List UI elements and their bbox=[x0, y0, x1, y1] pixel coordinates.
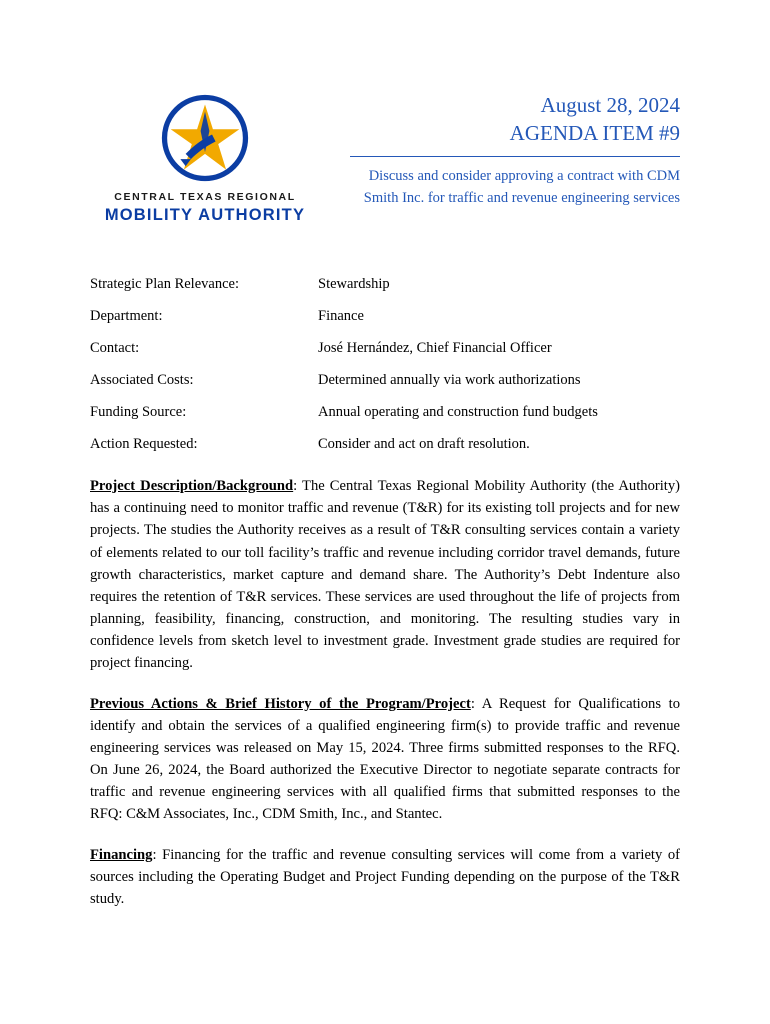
agency-logo bbox=[90, 72, 320, 225]
meta-label: Action Requested: bbox=[90, 436, 198, 452]
table-row bbox=[90, 308, 680, 325]
header-divider bbox=[350, 156, 680, 157]
meta-value: Annual operating and construction fund budgets bbox=[318, 404, 598, 420]
meta-label: Associated Costs: bbox=[90, 372, 194, 388]
star-emblem-icon bbox=[161, 94, 249, 182]
table-row bbox=[90, 372, 680, 389]
section-heading: Financing bbox=[90, 846, 153, 863]
document-subtitle: Discuss and consider approving a contract with CDM Smith Inc. for traffic and revenue engineering services bbox=[363, 167, 680, 206]
logo-line-1: CENTRAL TEXAS REGIONAL bbox=[114, 191, 296, 203]
meta-value: Consider and act on draft resolution. bbox=[318, 436, 530, 452]
table-row bbox=[90, 276, 680, 293]
header-title-block bbox=[350, 72, 680, 209]
section-separator: : bbox=[293, 478, 303, 494]
table-row bbox=[90, 340, 680, 357]
meta-value: Determined annually via work authorizations bbox=[318, 372, 581, 388]
meta-label: Funding Source: bbox=[90, 404, 187, 420]
meta-label: Department: bbox=[90, 308, 163, 324]
meta-label: Strategic Plan Relevance: bbox=[90, 276, 239, 292]
logo-line-2: MOBILITY AUTHORITY bbox=[104, 206, 306, 224]
meta-value: José Hernández, Chief Financial Officer bbox=[318, 340, 552, 356]
section-body: Financing for the traffic and revenue consulting services will come from a variety of sources including the Operating Budget and Project Funding depending on the purpose of the T&R study. bbox=[90, 846, 681, 907]
section-financing bbox=[90, 844, 680, 911]
section-separator: : bbox=[470, 695, 482, 712]
section-body: A Request for Qualifications to identify and obtain the services of a qualified engineering firm(s) to provide traffic and revenue engineering services was released on May 15, 2024. Three firms submitted responses to the RFQ. On June 26, 2024, the Board authorized the Executive Director to negotiate separate contracts for traffic and revenue engineering services with all qualified firms that submitted responses to the RFQ: C&M Associates, Inc., CDM Smith, Inc., and Stantec. bbox=[90, 695, 680, 823]
section-body: The Central Texas Regional Mobility Authority (the Authority) has a continuing need to monitor traffic and revenue (T&R) for its existing toll projects and for new projects. The studies the Authority receives as a result of T&R consulting services contain a variety of elements related to our toll facility’s traffic and revenue including corridor travel demands, future growth characteristics, market capture and demand share. The Authority’s Debt Indenture also requires the retention of T&R services. These services are used throughout the life of projects from planning, feasibility, financing, construction, and monitoring. The resulting studies vary in confidence levels from sketch level to investment grade. Investment grade studies are required for project financing. bbox=[90, 478, 680, 672]
document-date: August 28, 2024 bbox=[540, 93, 680, 117]
section-project-description bbox=[90, 475, 680, 675]
document-header bbox=[90, 72, 680, 242]
section-previous-actions bbox=[90, 693, 680, 826]
table-row bbox=[90, 404, 680, 421]
meta-value: Stewardship bbox=[318, 276, 390, 292]
meta-label: Contact: bbox=[90, 340, 140, 356]
meta-value: Finance bbox=[318, 308, 364, 324]
table-row bbox=[90, 436, 680, 453]
section-heading: Project Description/Background bbox=[90, 478, 294, 494]
metadata-table bbox=[90, 276, 680, 453]
section-heading: Previous Actions & Brief History of the Program/Project bbox=[90, 695, 471, 712]
agenda-item-number: AGENDA ITEM #9 bbox=[509, 121, 680, 146]
section-separator: : bbox=[152, 846, 163, 863]
